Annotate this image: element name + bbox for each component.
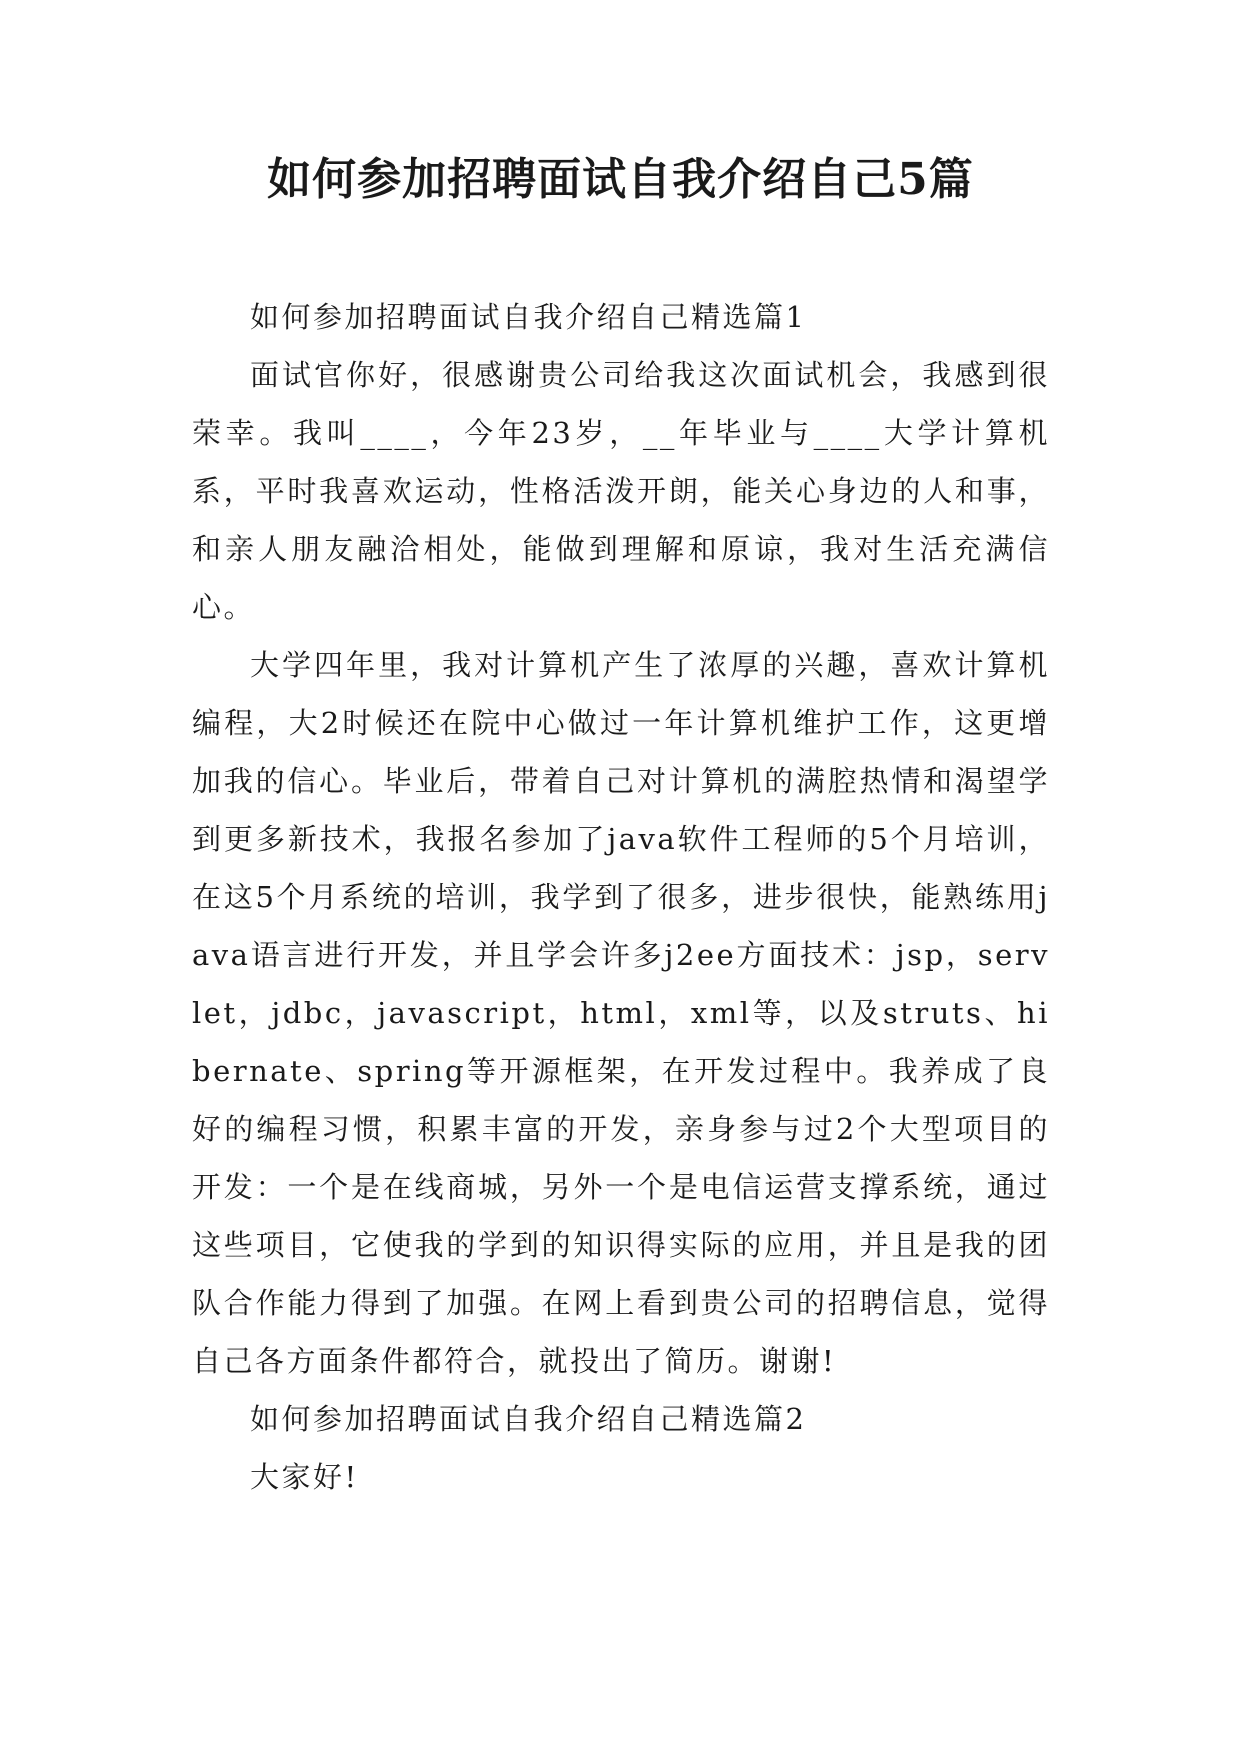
document-title: 如何参加招聘面试自我介绍自己5篇 <box>267 154 974 205</box>
paragraph-intro: 面试官你好，很感谢贵公司给我这次面试机会，我感到很荣幸。我叫____，今年23岁，__年毕业与____大学计算机系，平时我喜欢运动，性格活泼开朗，能关心身边的人和事，和亲人朋友融洽相处，能做到理解和原谅，我对生活充满信心。 <box>192 358 1050 624</box>
paragraph-greeting: 大家好! <box>250 1460 359 1494</box>
document-body <box>192 288 1050 1506</box>
section-heading-2: 如何参加招聘面试自我介绍自己精选篇2 <box>250 1402 807 1436</box>
paragraph-experience: 大学四年里，我对计算机产生了浓厚的兴趣，喜欢计算机编程，大2时候还在院中心做过一年计算机维护工作，这更增加我的信心。毕业后，带着自己对计算机的满腔热情和渴望学到更多新技术，我报名参加了java软件工程师的5个月培训，在这5个月系统的培训，我学到了很多，进步很快，能熟练用java语言进行开发，并且学会许多j2ee方面技术：jsp，servlet，jdbc，javascript，html，xml等，以及struts、hibernate、spring等开源框架，在开发过程中。我养成了良好的编程习惯，积累丰富的开发，亲身参与过2个大型项目的开发：一个是在线商城，另外一个是电信运营支撑系统，通过这些项目，它使我的学到的知识得实际的应用，并且是我的团队合作能力得到了加强。在网上看到贵公司的招聘信息，觉得自己各方面条件都符合，就投出了简历。谢谢! <box>192 648 1050 1378</box>
section-heading-1: 如何参加招聘面试自我介绍自己精选篇1 <box>250 300 807 334</box>
